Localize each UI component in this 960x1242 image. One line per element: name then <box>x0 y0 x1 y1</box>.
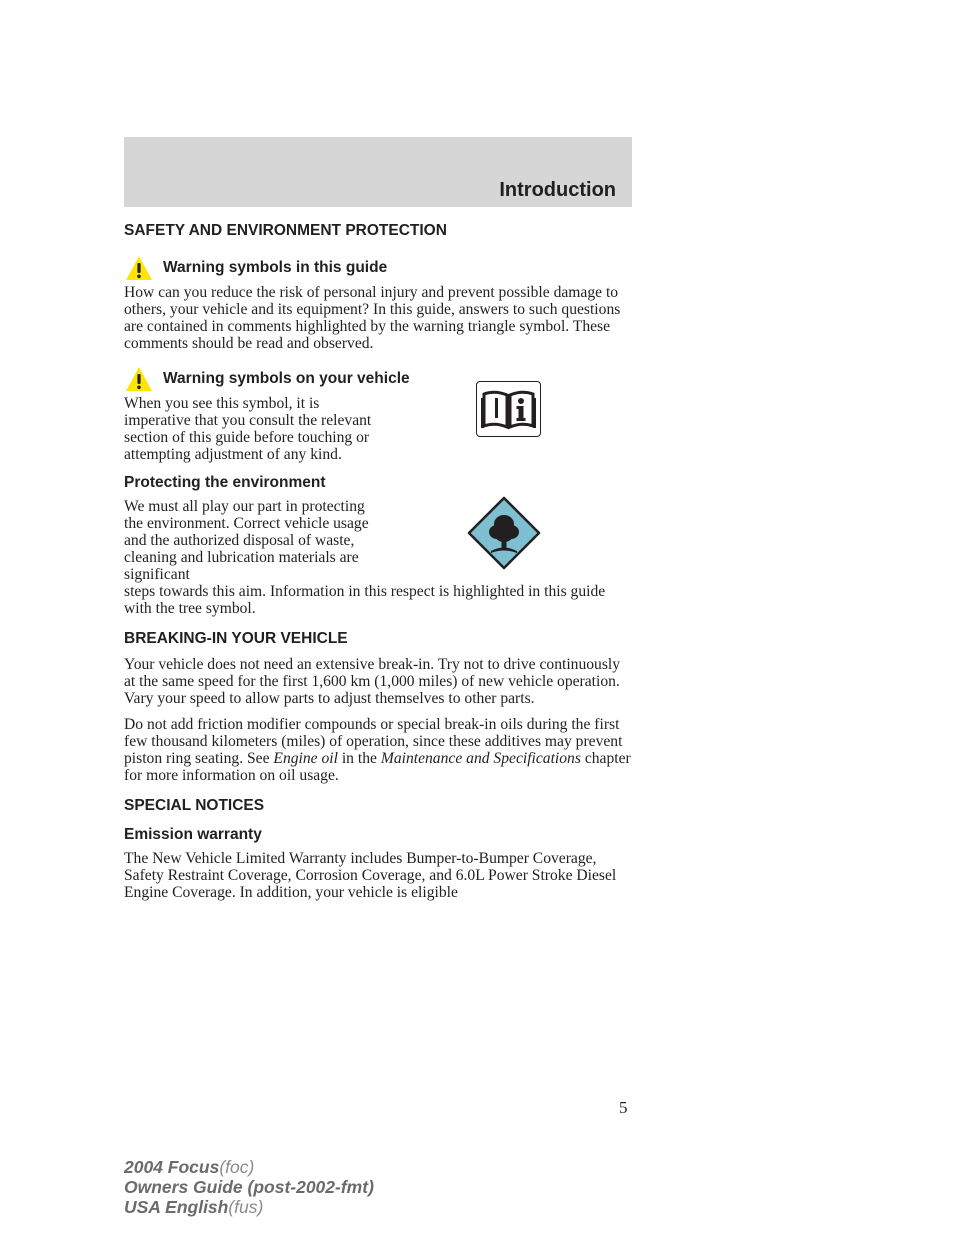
maintenance-chapter-reference: Maintenance and Specifications <box>380 750 581 767</box>
warning-vehicle-text: When you see this symbol, it is imperative that you consult the relevant section of this guide before touching or attempting adjustment of any kind. <box>124 395 372 463</box>
special-notices-heading: SPECIAL NOTICES <box>124 797 265 814</box>
warning-guide-text: How can you reduce the risk of personal injury and prevent possible damage to others, your vehicle and its equipment? In this guide, answers to such questions are contained in comments highlighted by the warning triangle symbol. These comments should be read and observed. <box>124 284 621 352</box>
emission-warranty-text: The New Vehicle Limited Warranty includes Bumper-to-Bumper Coverage, Safety Restraint Coverage, Corrosion Coverage, and 6.0L Power Stroke Diesel Engine Coverage. In addition, your vehicle is eligible <box>124 850 617 901</box>
document-footer: 2004 Focus(foc) Owners Guide (post-2002-fmt) USA English(fus) <box>124 1157 374 1217</box>
environment-heading: Protecting the environment <box>124 474 326 491</box>
emission-warranty-heading: Emission warranty <box>124 826 262 843</box>
safety-heading: SAFETY AND ENVIRONMENT PROTECTION <box>124 222 447 239</box>
environment-text-part2: steps towards this aim. Information in this respect is highlighted in this guide with the tree symbol. <box>124 583 606 617</box>
environment-text-part1: We must all play our part in protecting the environment. Correct vehicle usage and the authorized disposal of waste, cleaning and lubrication materials are significant <box>124 498 369 583</box>
warning-guide-heading: Warning symbols in this guide <box>163 259 388 276</box>
warning-triangle-icon <box>124 254 154 282</box>
engine-oil-reference: Engine oil <box>273 750 338 767</box>
warning-vehicle-heading: Warning symbols on your vehicle <box>163 370 410 387</box>
chapter-header-band <box>124 137 632 207</box>
page-number: 5 <box>619 1098 628 1117</box>
breakin-heading: BREAKING-IN YOUR VEHICLE <box>124 630 348 647</box>
breakin-paragraph-1: Your vehicle does not need an extensive break-in. Try not to drive continuously at the same speed for the first 1,600 km (1,000 miles) of new vehicle operation. Vary your speed to allow parts to adjust themselves to other parts. <box>124 656 621 707</box>
chapter-title: Introduction <box>499 179 616 201</box>
breakin-paragraph-2: Do not add friction modifier compounds or special break-in oils during the first few thousand kilometers (miles) of operation, since these additives may prevent piston ring seating. See Engine oil in the Maintenance and Specifications chapter for more information on oil usage. <box>124 716 631 784</box>
warning-triangle-icon <box>124 365 154 393</box>
